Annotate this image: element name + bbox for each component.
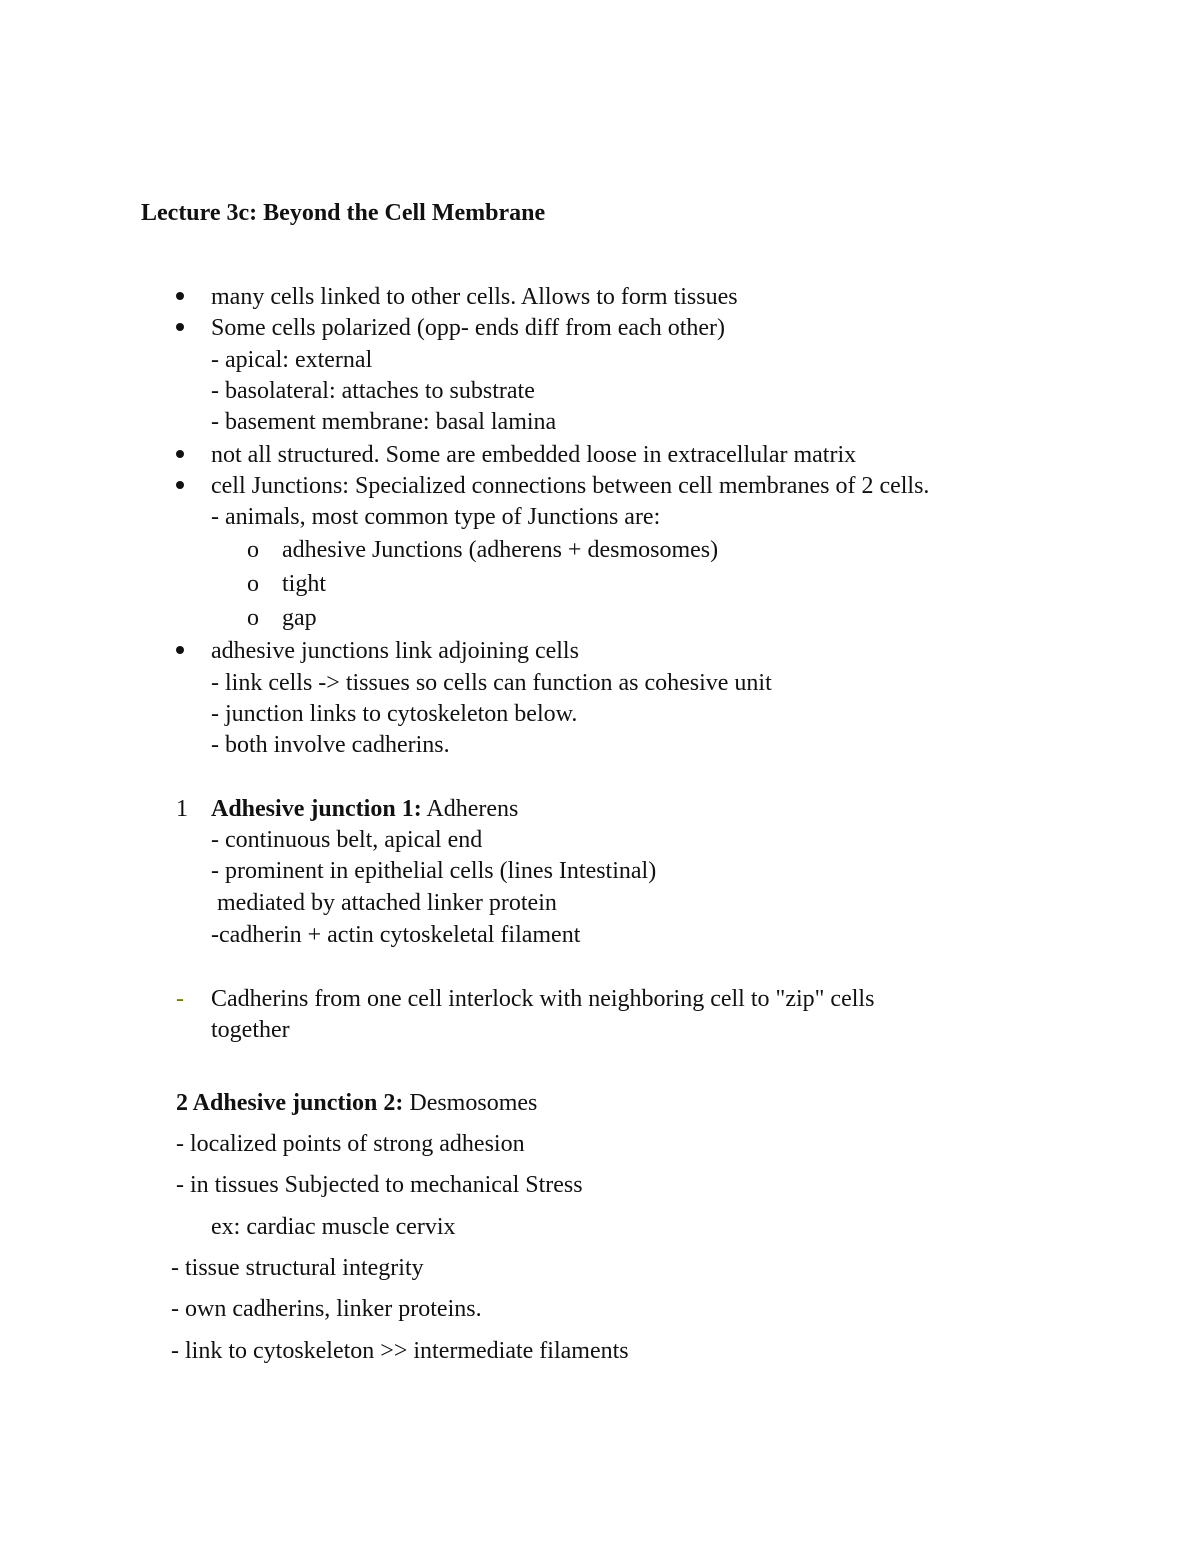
sub-line: - link cells -> tissues so cells can function as cohesive unit bbox=[211, 670, 772, 696]
bullet-text-2: Some cells polarized (opp- ends diff from each other) bbox=[211, 315, 726, 341]
section-heading-bold: Adhesive junction 1: bbox=[211, 796, 422, 822]
sub-line: - basement membrane: basal lamina bbox=[211, 409, 557, 435]
bullet-text-1: many cells linked to other cells. Allows to form tissues bbox=[211, 284, 738, 310]
section-heading-rest: Desmosomes bbox=[403, 1090, 538, 1116]
section-line: - in tissues Subjected to mechanical Stress bbox=[176, 1172, 583, 1198]
dash-bullet-icon: - bbox=[176, 986, 184, 1012]
circle-bullet-icon: o bbox=[247, 571, 259, 597]
section-number: 1 bbox=[176, 796, 188, 822]
section-line: - tissue structural integrity bbox=[171, 1255, 424, 1281]
section-heading-bold: 2 Adhesive junction 2: bbox=[176, 1090, 404, 1116]
section-line: - localized points of strong adhesion bbox=[176, 1131, 525, 1157]
sub-bullet-text: tight bbox=[282, 571, 327, 597]
section-line: - own cadherins, linker proteins. bbox=[171, 1296, 482, 1322]
bullet-icon bbox=[176, 450, 184, 458]
section-line: mediated by attached linker protein bbox=[211, 890, 557, 916]
sub-bullet-text: adhesive Junctions (adherens + desmosomes) bbox=[282, 537, 719, 563]
sub-line: - animals, most common type of Junctions are: bbox=[211, 504, 661, 530]
sub-line: - junction links to cytoskeleton below. bbox=[211, 701, 578, 727]
circle-bullet-icon: o bbox=[247, 605, 259, 631]
section-line: - link to cytoskeleton >> intermediate filaments bbox=[171, 1338, 629, 1364]
page-title: Lecture 3c: Beyond the Cell Membrane bbox=[141, 200, 546, 226]
section-line: -cadherin + actin cytoskeletal filament bbox=[211, 922, 581, 948]
sub-line: - basolateral: attaches to substrate bbox=[211, 378, 535, 404]
circle-bullet-icon: o bbox=[247, 537, 259, 563]
dash-text-continued: together bbox=[211, 1017, 290, 1043]
bullet-icon bbox=[176, 481, 184, 489]
section-line: - prominent in epithelial cells (lines Intestinal) bbox=[211, 858, 657, 884]
bullet-text-3: not all structured. Some are embedded loose in extracellular matrix bbox=[211, 442, 857, 468]
section-heading-rest: Adherens bbox=[421, 796, 519, 822]
sub-line: - both involve cadherins. bbox=[211, 732, 450, 758]
bullet-text-5: adhesive junctions link adjoining cells bbox=[211, 638, 579, 664]
sub-bullet-text: gap bbox=[282, 605, 317, 631]
bullet-text-4: cell Junctions: Specialized connections between cell membranes of 2 cells. bbox=[211, 473, 930, 499]
section-heading bbox=[176, 1088, 537, 1118]
section-heading bbox=[211, 794, 518, 824]
section-line: - continuous belt, apical end bbox=[211, 827, 483, 853]
sub-line: - apical: external bbox=[211, 347, 373, 373]
bullet-icon bbox=[176, 292, 184, 300]
bullet-icon bbox=[176, 646, 184, 654]
section-line-example: ex: cardiac muscle cervix bbox=[211, 1214, 456, 1240]
bullet-icon bbox=[176, 323, 184, 331]
dash-text: Cadherins from one cell interlock with neighboring cell to "zip" cells bbox=[211, 986, 875, 1012]
